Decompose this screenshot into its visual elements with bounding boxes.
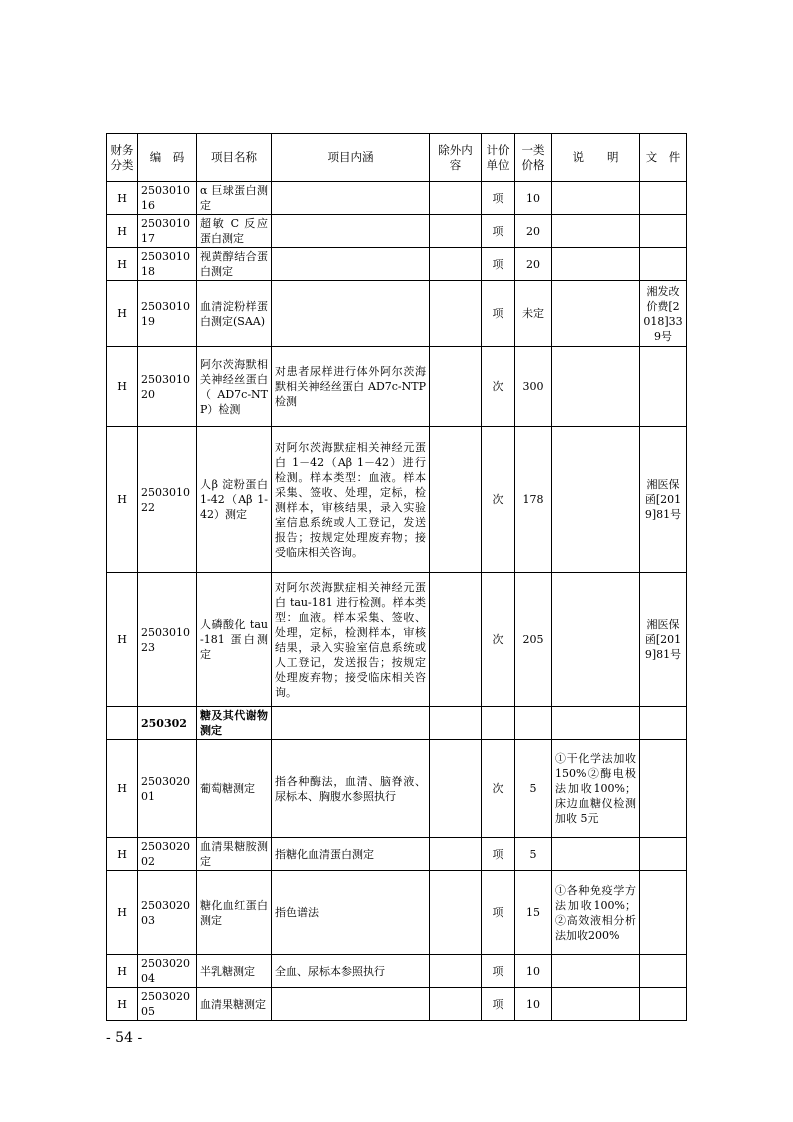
cell-unit — [482, 707, 515, 740]
cell-name: α 巨球蛋白测定 — [197, 182, 272, 215]
cell-note — [552, 215, 640, 248]
cell-doc: 湘发改价费[2018]339号 — [640, 281, 687, 347]
cell-code: 250302001 — [138, 740, 197, 838]
table-row — [107, 347, 687, 427]
cell-note — [552, 955, 640, 988]
cell-code: 250301018 — [138, 248, 197, 281]
cell-content — [272, 248, 430, 281]
table-row — [107, 427, 687, 573]
cell-note: ①各种免疫学方法加收100%；②高效液相分析法加收200% — [552, 871, 640, 955]
cell-cat: H — [107, 281, 138, 347]
cell-price: 10 — [515, 988, 552, 1021]
cell-note — [552, 707, 640, 740]
cell-cat: H — [107, 740, 138, 838]
table-row — [107, 573, 687, 707]
cell-name: 血清淀粉样蛋白测定(SAA) — [197, 281, 272, 347]
cell-name: 人磷酸化 tau-181 蛋白测定 — [197, 573, 272, 707]
cell-name: 超敏 C 反应蛋白测定 — [197, 215, 272, 248]
cell-note — [552, 427, 640, 573]
table-row — [107, 955, 687, 988]
table-row — [107, 871, 687, 955]
cell-price: 20 — [515, 215, 552, 248]
cell-cat: H — [107, 955, 138, 988]
cell-doc — [640, 955, 687, 988]
cell-doc — [640, 707, 687, 740]
header-cell: 计价单位 — [482, 134, 515, 182]
cell-content — [272, 988, 430, 1021]
cell-excl — [430, 573, 482, 707]
cell-cat: H — [107, 988, 138, 1021]
cell-price: 178 — [515, 427, 552, 573]
cell-content — [272, 182, 430, 215]
cell-doc — [640, 838, 687, 871]
cell-content — [272, 281, 430, 347]
cell-unit: 次 — [482, 573, 515, 707]
cell-name: 糖化血红蛋白测定 — [197, 871, 272, 955]
cell-cat: H — [107, 427, 138, 573]
cell-excl — [430, 955, 482, 988]
cell-excl — [430, 871, 482, 955]
cell-unit: 项 — [482, 955, 515, 988]
cell-note — [552, 573, 640, 707]
cell-cat: H — [107, 182, 138, 215]
cell-excl — [430, 281, 482, 347]
cell-doc — [640, 347, 687, 427]
cell-unit: 次 — [482, 740, 515, 838]
header-cell: 编 码 — [138, 134, 197, 182]
cell-unit: 项 — [482, 838, 515, 871]
cell-content: 对患者尿样进行体外阿尔茨海默相关神经丝蛋白 AD7c-NTP 检测 — [272, 347, 430, 427]
header-cell: 财务分类 — [107, 134, 138, 182]
cell-note — [552, 281, 640, 347]
cell-note — [552, 838, 640, 871]
cell-name: 视黄醇结合蛋白测定 — [197, 248, 272, 281]
cell-price: 10 — [515, 955, 552, 988]
cell-excl — [430, 182, 482, 215]
table-row — [107, 740, 687, 838]
header-cell: 文 件 — [640, 134, 687, 182]
cell-excl — [430, 427, 482, 573]
cell-name: 血清果糖胺测定 — [197, 838, 272, 871]
cell-price: 205 — [515, 573, 552, 707]
header-cell: 项目内涵 — [272, 134, 430, 182]
cell-name: 葡萄糖测定 — [197, 740, 272, 838]
cell-unit: 次 — [482, 427, 515, 573]
header-cell: 一类价格 — [515, 134, 552, 182]
cell-price — [515, 707, 552, 740]
cell-code: 250302 — [138, 707, 197, 740]
table-row — [107, 248, 687, 281]
section-row — [107, 707, 687, 740]
cell-price: 300 — [515, 347, 552, 427]
cell-unit: 项 — [482, 988, 515, 1021]
cell-code: 250302004 — [138, 955, 197, 988]
cell-cat: H — [107, 871, 138, 955]
cell-excl — [430, 347, 482, 427]
cell-note — [552, 988, 640, 1021]
cell-unit: 次 — [482, 347, 515, 427]
cell-note — [552, 347, 640, 427]
cell-code: 250301020 — [138, 347, 197, 427]
header-cell: 说 明 — [552, 134, 640, 182]
cell-name: 人β 淀粉蛋白 1-42（Aβ 1-42）测定 — [197, 427, 272, 573]
cell-cat: H — [107, 215, 138, 248]
cell-excl — [430, 707, 482, 740]
cell-excl — [430, 988, 482, 1021]
cell-code: 250301016 — [138, 182, 197, 215]
cell-code: 250301022 — [138, 427, 197, 573]
cell-name: 阿尔茨海默相关神经丝蛋白（AD7c-NTP）检测 — [197, 347, 272, 427]
cell-unit: 项 — [482, 871, 515, 955]
cell-note: ①干化学法加收 150%②酶电极法加收100%；床边血糖仪检测加收 5元 — [552, 740, 640, 838]
cell-cat — [107, 707, 138, 740]
cell-code: 250301017 — [138, 215, 197, 248]
cell-code: 250302003 — [138, 871, 197, 955]
cell-code: 250302005 — [138, 988, 197, 1021]
cell-price: 5 — [515, 740, 552, 838]
cell-unit: 项 — [482, 182, 515, 215]
header-row — [107, 134, 687, 182]
cell-unit: 项 — [482, 281, 515, 347]
cell-doc — [640, 871, 687, 955]
cell-content: 对阿尔茨海默症相关神经元蛋白 tau-181 进行检测。样本类型：血液。样本采集、签收、处理，定标，检测样本，审核结果，录入实验室信息系统或人工登记，发送报告；按规定处理废弃物；接受临床相关咨询。 — [272, 573, 430, 707]
fee-table — [106, 133, 687, 1021]
cell-doc: 湘医保函[2019]81号 — [640, 427, 687, 573]
cell-doc — [640, 248, 687, 281]
cell-doc — [640, 215, 687, 248]
table-row — [107, 838, 687, 871]
cell-name: 半乳糖测定 — [197, 955, 272, 988]
cell-cat: H — [107, 573, 138, 707]
cell-cat: H — [107, 248, 138, 281]
cell-cat: H — [107, 347, 138, 427]
cell-content: 指糖化血清蛋白测定 — [272, 838, 430, 871]
cell-content — [272, 707, 430, 740]
cell-excl — [430, 740, 482, 838]
table-row — [107, 281, 687, 347]
header-cell: 除外内容 — [430, 134, 482, 182]
cell-note — [552, 248, 640, 281]
cell-price: 15 — [515, 871, 552, 955]
page-number: - 54 - — [106, 1030, 143, 1046]
table-row — [107, 182, 687, 215]
cell-excl — [430, 838, 482, 871]
cell-content: 全血、尿标本参照执行 — [272, 955, 430, 988]
cell-unit: 项 — [482, 248, 515, 281]
cell-code: 250301023 — [138, 573, 197, 707]
table-row — [107, 215, 687, 248]
cell-unit: 项 — [482, 215, 515, 248]
cell-price: 5 — [515, 838, 552, 871]
cell-cat: H — [107, 838, 138, 871]
cell-code: 250301019 — [138, 281, 197, 347]
cell-doc — [640, 740, 687, 838]
cell-content: 指色谱法 — [272, 871, 430, 955]
cell-note — [552, 182, 640, 215]
cell-content: 对阿尔茨海默症相关神经元蛋白 1－42（Aβ 1－42）进行检测。样本类型：血液。样本采集、签收、处理，定标，检测样本，审核结果，录入实验室信息系统或人工登记，发送报告；按规定处理废弃物；接受临床相关咨询。 — [272, 427, 430, 573]
cell-content: 指各种酶法，血清、脑脊液、尿标本、胸腹水参照执行 — [272, 740, 430, 838]
cell-doc: 湘医保函[2019]81号 — [640, 573, 687, 707]
cell-price: 20 — [515, 248, 552, 281]
cell-doc — [640, 182, 687, 215]
cell-price: 10 — [515, 182, 552, 215]
cell-code: 250302002 — [138, 838, 197, 871]
table-row — [107, 988, 687, 1021]
cell-excl — [430, 248, 482, 281]
cell-content — [272, 215, 430, 248]
cell-name: 血清果糖测定 — [197, 988, 272, 1021]
cell-doc — [640, 988, 687, 1021]
cell-excl — [430, 215, 482, 248]
cell-name: 糖及其代谢物测定 — [197, 707, 272, 740]
header-cell: 项目名称 — [197, 134, 272, 182]
cell-price: 未定 — [515, 281, 552, 347]
